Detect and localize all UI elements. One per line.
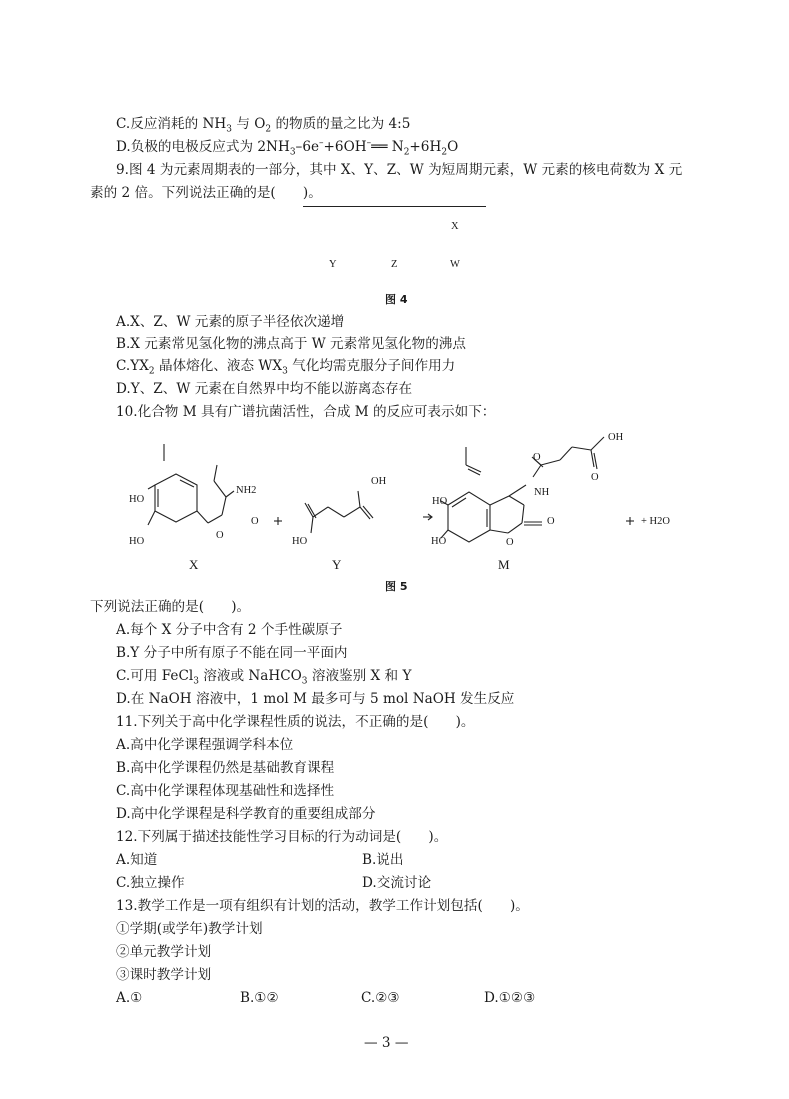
x-nh2-label: NH2: [236, 485, 257, 496]
periodic-cell-y: Y: [329, 259, 337, 270]
periodic-cell-z: Z: [391, 259, 398, 270]
m-o-amide: O: [533, 452, 541, 463]
figure-4-caption: 图 4: [385, 293, 408, 306]
q9-stem-line1: 9.图 4 为元素周期表的一部分，其中 X、Y、Z、W 为短周期元素，W 元素的核电荷数为 X 元: [116, 162, 683, 178]
q9-option-d: D.Y、Z、W 元素在自然界中均不能以游离态存在: [116, 381, 413, 397]
m-ring-oxygen: O: [506, 537, 514, 548]
periodic-cell-x: X: [451, 221, 459, 232]
x-ring-oxygen: O: [216, 530, 224, 541]
q8-option-c: C.反应消耗的 $NH_3$ 与 $O_2$ 的物质的量之比为 4:5: [116, 116, 411, 135]
m-o-carbonyl: O: [547, 516, 555, 527]
q12-option-c: C.独立操作: [116, 875, 185, 891]
x-ho-lower: HO: [129, 536, 145, 547]
y-ho-label: HO: [292, 536, 308, 547]
q11-option-a: A.高中化学课程强调学科本位: [116, 737, 294, 753]
x-ho-upper: HO: [129, 494, 145, 505]
q9-option-b: B.X 元素常见氢化物的沸点高于 W 元素常见氢化物的沸点: [116, 336, 466, 352]
m-nh-label: NH: [534, 487, 550, 498]
figure-5-caption: 图 5: [385, 580, 408, 593]
m-ring: [448, 492, 490, 542]
q12-option-d: D.交流讨论: [362, 875, 432, 891]
m-oh-label: OH: [608, 432, 624, 443]
q10-question: 下列说法正确的是( )。: [90, 599, 251, 615]
m-ho-lower: HO: [431, 536, 447, 547]
x-ring: [155, 474, 197, 522]
q12-option-b: B.说出: [362, 852, 404, 868]
m-o-acid: O: [591, 472, 599, 483]
reaction-scheme: [100, 425, 680, 585]
q10-option-c: C.可用 FeCl$_3$ 溶液或 NaHCO$_3$ 溶液鉴别 X 和 Y: [116, 668, 412, 687]
q12-option-a: A.知道: [116, 852, 158, 868]
label-y: Y: [332, 557, 342, 572]
x-o-carbonyl: O: [251, 516, 259, 527]
q9-stem-line2: 素的 2 倍。下列说法正确的是( )。: [90, 185, 322, 201]
y-oh-label: OH: [371, 476, 387, 487]
q10-option-d: D.在 NaOH 溶液中，1 mol M 最多可与 5 mol NaOH 发生反应: [116, 691, 515, 707]
periodic-cell-w: W: [450, 259, 460, 270]
q10-option-b: B.Y 分子中所有原子不能在同一平面内: [116, 645, 348, 661]
q11-option-c: C.高中化学课程体现基础性和选择性: [116, 783, 335, 799]
water-label: + H2O: [641, 516, 670, 527]
periodic-table-top-rule: [303, 206, 486, 207]
q13-stem: 13.教学工作是一项有组织有计划的活动，教学工作计划包括( )。: [116, 898, 529, 914]
q13-item-3: ③课时教学计划: [116, 967, 212, 983]
q12-stem: 12.下列属于描述技能性学习目标的行为动词是( )。: [116, 829, 448, 845]
label-x: X: [189, 557, 199, 572]
q9-option-c: $C.YX_2$ 晶体熔化、液态 $WX_3$ 气化均需克服分子间作用力: [116, 358, 456, 377]
q13-option-c: C.②③: [361, 990, 400, 1006]
q13-option-a: A.①: [116, 990, 143, 1006]
q8-option-d: D.负极的电极反应式为 $2NH_3-6e^-+6OH^-══$ $N_2+6H_2O$: [116, 138, 459, 158]
q11-option-d: D.高中化学课程是科学教育的重要组成部分: [116, 806, 376, 822]
q10-option-a: A.每个 X 分子中含有 2 个手性碳原子: [116, 622, 343, 638]
q13-item-1: ①学期(或学年)教学计划: [116, 921, 263, 937]
q11-stem: 11.下列关于高中化学课程性质的说法，不正确的是( )。: [116, 714, 475, 730]
q13-item-2: ②单元教学计划: [116, 944, 212, 960]
q13-option-d: D.①②③: [484, 990, 536, 1006]
q11-option-b: B.高中化学课程仍然是基础教育课程: [116, 760, 335, 776]
q9-option-a: A.X、Z、W 元素的原子半径依次递增: [116, 314, 345, 330]
page-number: — 3 —: [364, 1035, 409, 1051]
q10-stem: 10.化合物 M 具有广谱抗菌活性，合成 M 的反应可表示如下：: [116, 404, 496, 420]
label-m: M: [498, 557, 510, 572]
m-ho-upper: HO: [432, 496, 448, 507]
q13-option-b: B.①②: [240, 990, 279, 1006]
